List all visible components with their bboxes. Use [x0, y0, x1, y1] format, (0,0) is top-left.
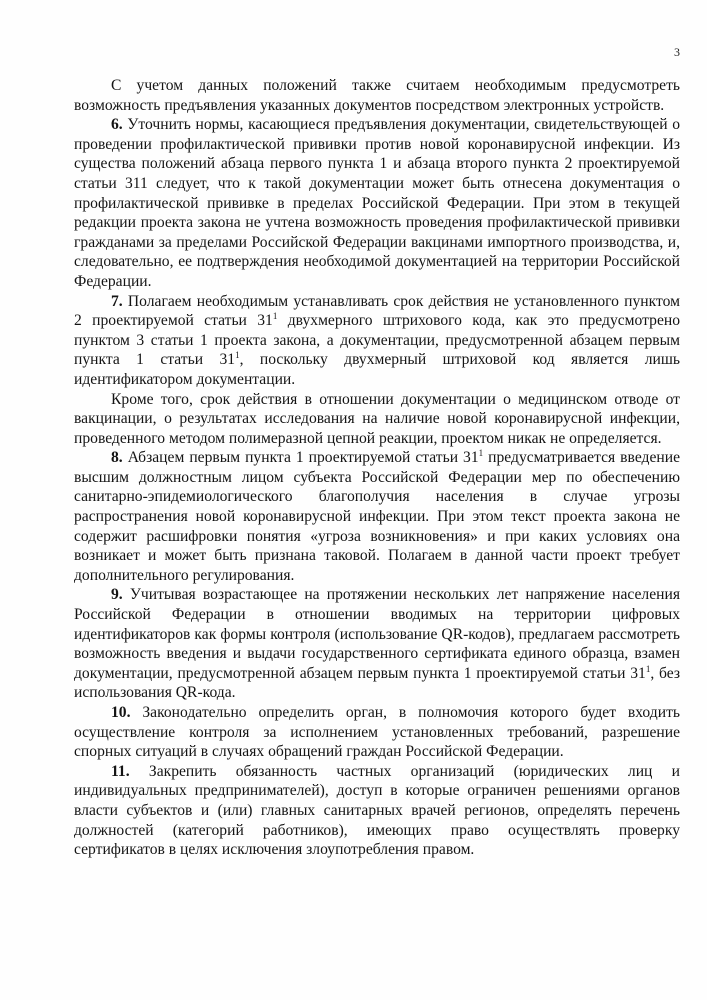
item-number: 7.: [111, 292, 123, 310]
item-number: 10.: [111, 704, 131, 721]
paragraph-item-9: [74, 585, 680, 703]
paragraph-text: Кроме того, срок действия в отношении документации о медицинском отводе от вакцинации, о результатах исследования на наличие новой коронавирусной инфекции, проведенного методом полимеразной цепной реакции, проектом никак не определяется.: [74, 390, 680, 447]
document-body: [74, 76, 680, 860]
paragraph-item-11: [74, 762, 680, 860]
paragraph-text: Закрепить обязанность частных организаций (юридических лиц и индивидуальных предпринимателей), доступ в которые ограничен решениями органов власти субъектов и (или) главных санитарных врачей регионов, определять перечень должностей (категорий работников), имеющих право осуществлять проверку сертификатов в целях исключения злоупотребления правом.: [74, 762, 680, 859]
paragraph-item-8: [74, 448, 680, 585]
paragraph-text: Полагаем необходимым устанавливать срок действия не установленного пунктом 2 проектируемой статьи 31: [74, 292, 680, 330]
paragraph-text: С учетом данных положений также считаем необходимым предусмотреть возможность предъявления указанных документов посредством электронных устройств.: [74, 77, 680, 114]
superscript: 1: [272, 310, 278, 321]
paragraph-validity-period: [74, 390, 680, 449]
paragraph-text: , без использования QR-кода.: [74, 664, 681, 702]
item-number: 9.: [111, 586, 123, 604]
superscript: 1: [235, 350, 240, 361]
paragraph-item-10: [74, 703, 680, 762]
superscript: 1: [478, 448, 484, 459]
paragraph-text: , поскольку двухмерный штриховой код является лишь идентификатором документации.: [74, 351, 680, 388]
item-number: 11.: [111, 762, 130, 780]
paragraph-item-7: [74, 292, 680, 390]
item-number: 8.: [111, 449, 123, 467]
paragraph-text: Уточнить нормы, касающиеся предъявления документации, свидетельствующей о проведении профилактической прививки против новой коронавирусной инфекции. Из существа положений абзаца первого пункта 1 и абзаца второго пункта 2 проектируемой статьи 311 следует, что к такой документации может быть отнесена документация о профилактической прививке в пределах Российской Федерации. При этом в текущей редакции проекта закона не учтена возможность проведения профилактической прививки гражданами за пределами Российской Федерации вакцинами импортного производства, и, следовательно, ее подтверждения необходимой документацией на территории Российской Федерации.: [74, 116, 680, 290]
item-number: 6.: [111, 116, 123, 134]
paragraph-text: предусматривается введение высшим должностным лицом субъекта Российской Федерации мер по обеспечению санитарно-эпидемиологического благополучия населения в случае угрозы распространения новой коронавирусной инфекции. При этом текст проекта закона не содержит расшифровки понятия «угроза возникновения» и при каких условиях она возникает и может быть признана таковой. Полагаем в данной части проект требует дополнительного регулирования.: [74, 449, 680, 584]
paragraph-text: Абзацем первым пункта 1 проектируемой статьи 31: [122, 449, 479, 467]
paragraph-text: Законодательно определить орган, в полномочия которого будет входить осуществление контроля за исполнением установленных требований, разрешение спорных ситуаций в случаях обращений граждан Российской Федерации.: [74, 704, 680, 761]
paragraph-text: Учитывая возрастающее на протяжении нескольких лет напряжение населения Российской Федерации в отношении вводимых на территории цифровых идентификаторов как формы контроля (использование QR-кодов), предлагаем рассмотреть возможность введения и выдачи государственного сертификата единого образца, взамен документации, предусмотренной абзацем первым пункта 1 проектируемой статьи 31: [74, 586, 680, 682]
paragraph-electronic-devices: [74, 76, 680, 115]
superscript: 1: [645, 663, 651, 674]
paragraph-text: двухмерного штрихового кода, как это предусмотрено пунктом 3 статьи 1 проекта закона, а документации, предусмотренной абзацем первым пункта 1 статьи 31: [74, 312, 681, 369]
page-number: 3: [674, 45, 680, 59]
paragraph-item-6: [74, 115, 680, 291]
